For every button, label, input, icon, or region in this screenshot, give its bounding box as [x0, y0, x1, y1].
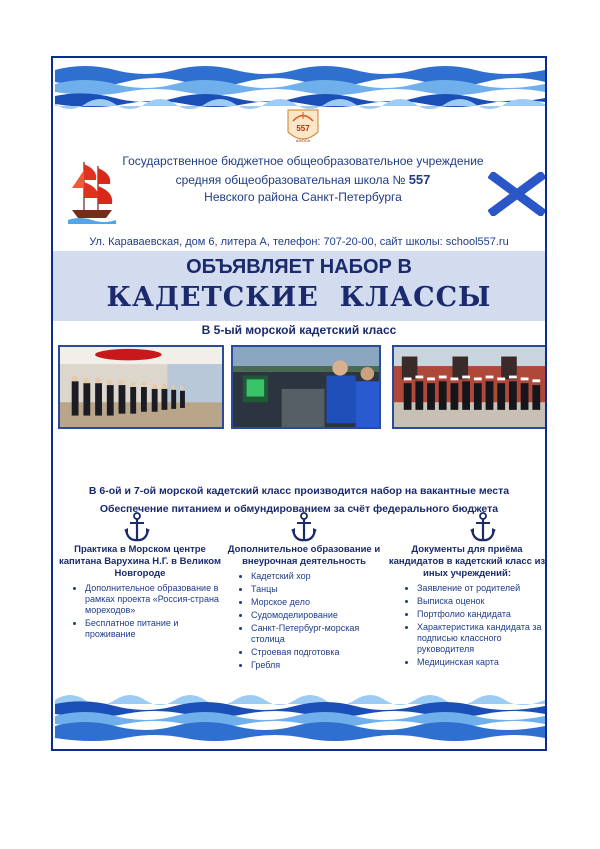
photo-cadets-group [392, 345, 547, 429]
column-documents [387, 544, 547, 670]
list-item: • Морское дело [251, 597, 387, 608]
grade-5-heading: В 5-ый морской кадетский класс [201, 323, 397, 337]
column-extra-education [221, 544, 387, 673]
list-item: • Гребля [251, 660, 387, 671]
column-extra-education-list [221, 571, 387, 671]
list-item: • Дополнительное образование в рамках проекта «Россия-страна мореходов» [85, 583, 225, 616]
anchor-icon [470, 512, 496, 542]
list-item: • Заявление от родителей [417, 583, 547, 594]
school-name-line-3: Невского района Санкт-Петербурга [204, 190, 402, 204]
anchor-icon [291, 512, 317, 542]
banner-subtitle: КАДЕТСКИЕ КЛАССЫ [106, 282, 492, 313]
photo-cadets-in-hall [58, 345, 224, 429]
list-item: • Санкт-Петербург-морская столица [251, 623, 387, 645]
school-name-line-1: Государственное бюджетное общеобразовательное учреждение [122, 154, 484, 168]
column-practice-title: Практика в Морском центре капитана Варухина Н.Г. в Великом Новгороде [58, 544, 222, 579]
list-item: • Танцы [251, 584, 387, 595]
column-documents-title: Документы для приёма кандидатов в кадетский класс из иных учреждений: [388, 544, 546, 579]
list-item: • Кадетский хор [251, 571, 387, 582]
list-item: • Портфолио кандидата [417, 609, 547, 620]
list-item: • Строевая подготовка [251, 647, 387, 658]
anchor-icon [124, 512, 150, 542]
poster-frame [51, 56, 547, 751]
crest-caption: ШКОЛА [295, 138, 311, 143]
list-item: • Характеристика кандидата за подписью классного руководителя [417, 622, 547, 655]
photo-ship-simulator [231, 345, 381, 429]
column-practice [55, 544, 225, 642]
banner-title: ОБЪЯВЛЯЕТ НАБОР В [186, 256, 412, 278]
school-name-line-2 [103, 172, 503, 187]
list-item: • Выписка оценок [417, 596, 547, 607]
list-item: • Бесплатное питание и проживание [85, 618, 225, 640]
bottom-wave-decoration [55, 688, 545, 744]
list-item: • Медицинская карта [417, 657, 547, 668]
vacancy-notice: В 6-ой и 7-ой морской кадетский класс производится набор на вакантные места [88, 485, 510, 497]
funding-notice: Обеспечение питанием и обмундированием за счёт федерального бюджета [99, 503, 499, 515]
school-address: Ул. Караваевская, дом 6, литера А, телефон: 707-20-00, сайт школы: school557.ru [89, 236, 509, 248]
school-number: 557 [408, 172, 431, 187]
crest-number: 557 [296, 124, 310, 133]
column-extra-education-title: Дополнительное образование и внеурочная деятельность [227, 544, 381, 567]
school-name-line-2-text: средняя общеобразовательная школа № [175, 173, 409, 187]
list-item: • Судомоделирование [251, 610, 387, 621]
column-practice-list [55, 583, 225, 640]
column-documents-list [387, 583, 547, 668]
